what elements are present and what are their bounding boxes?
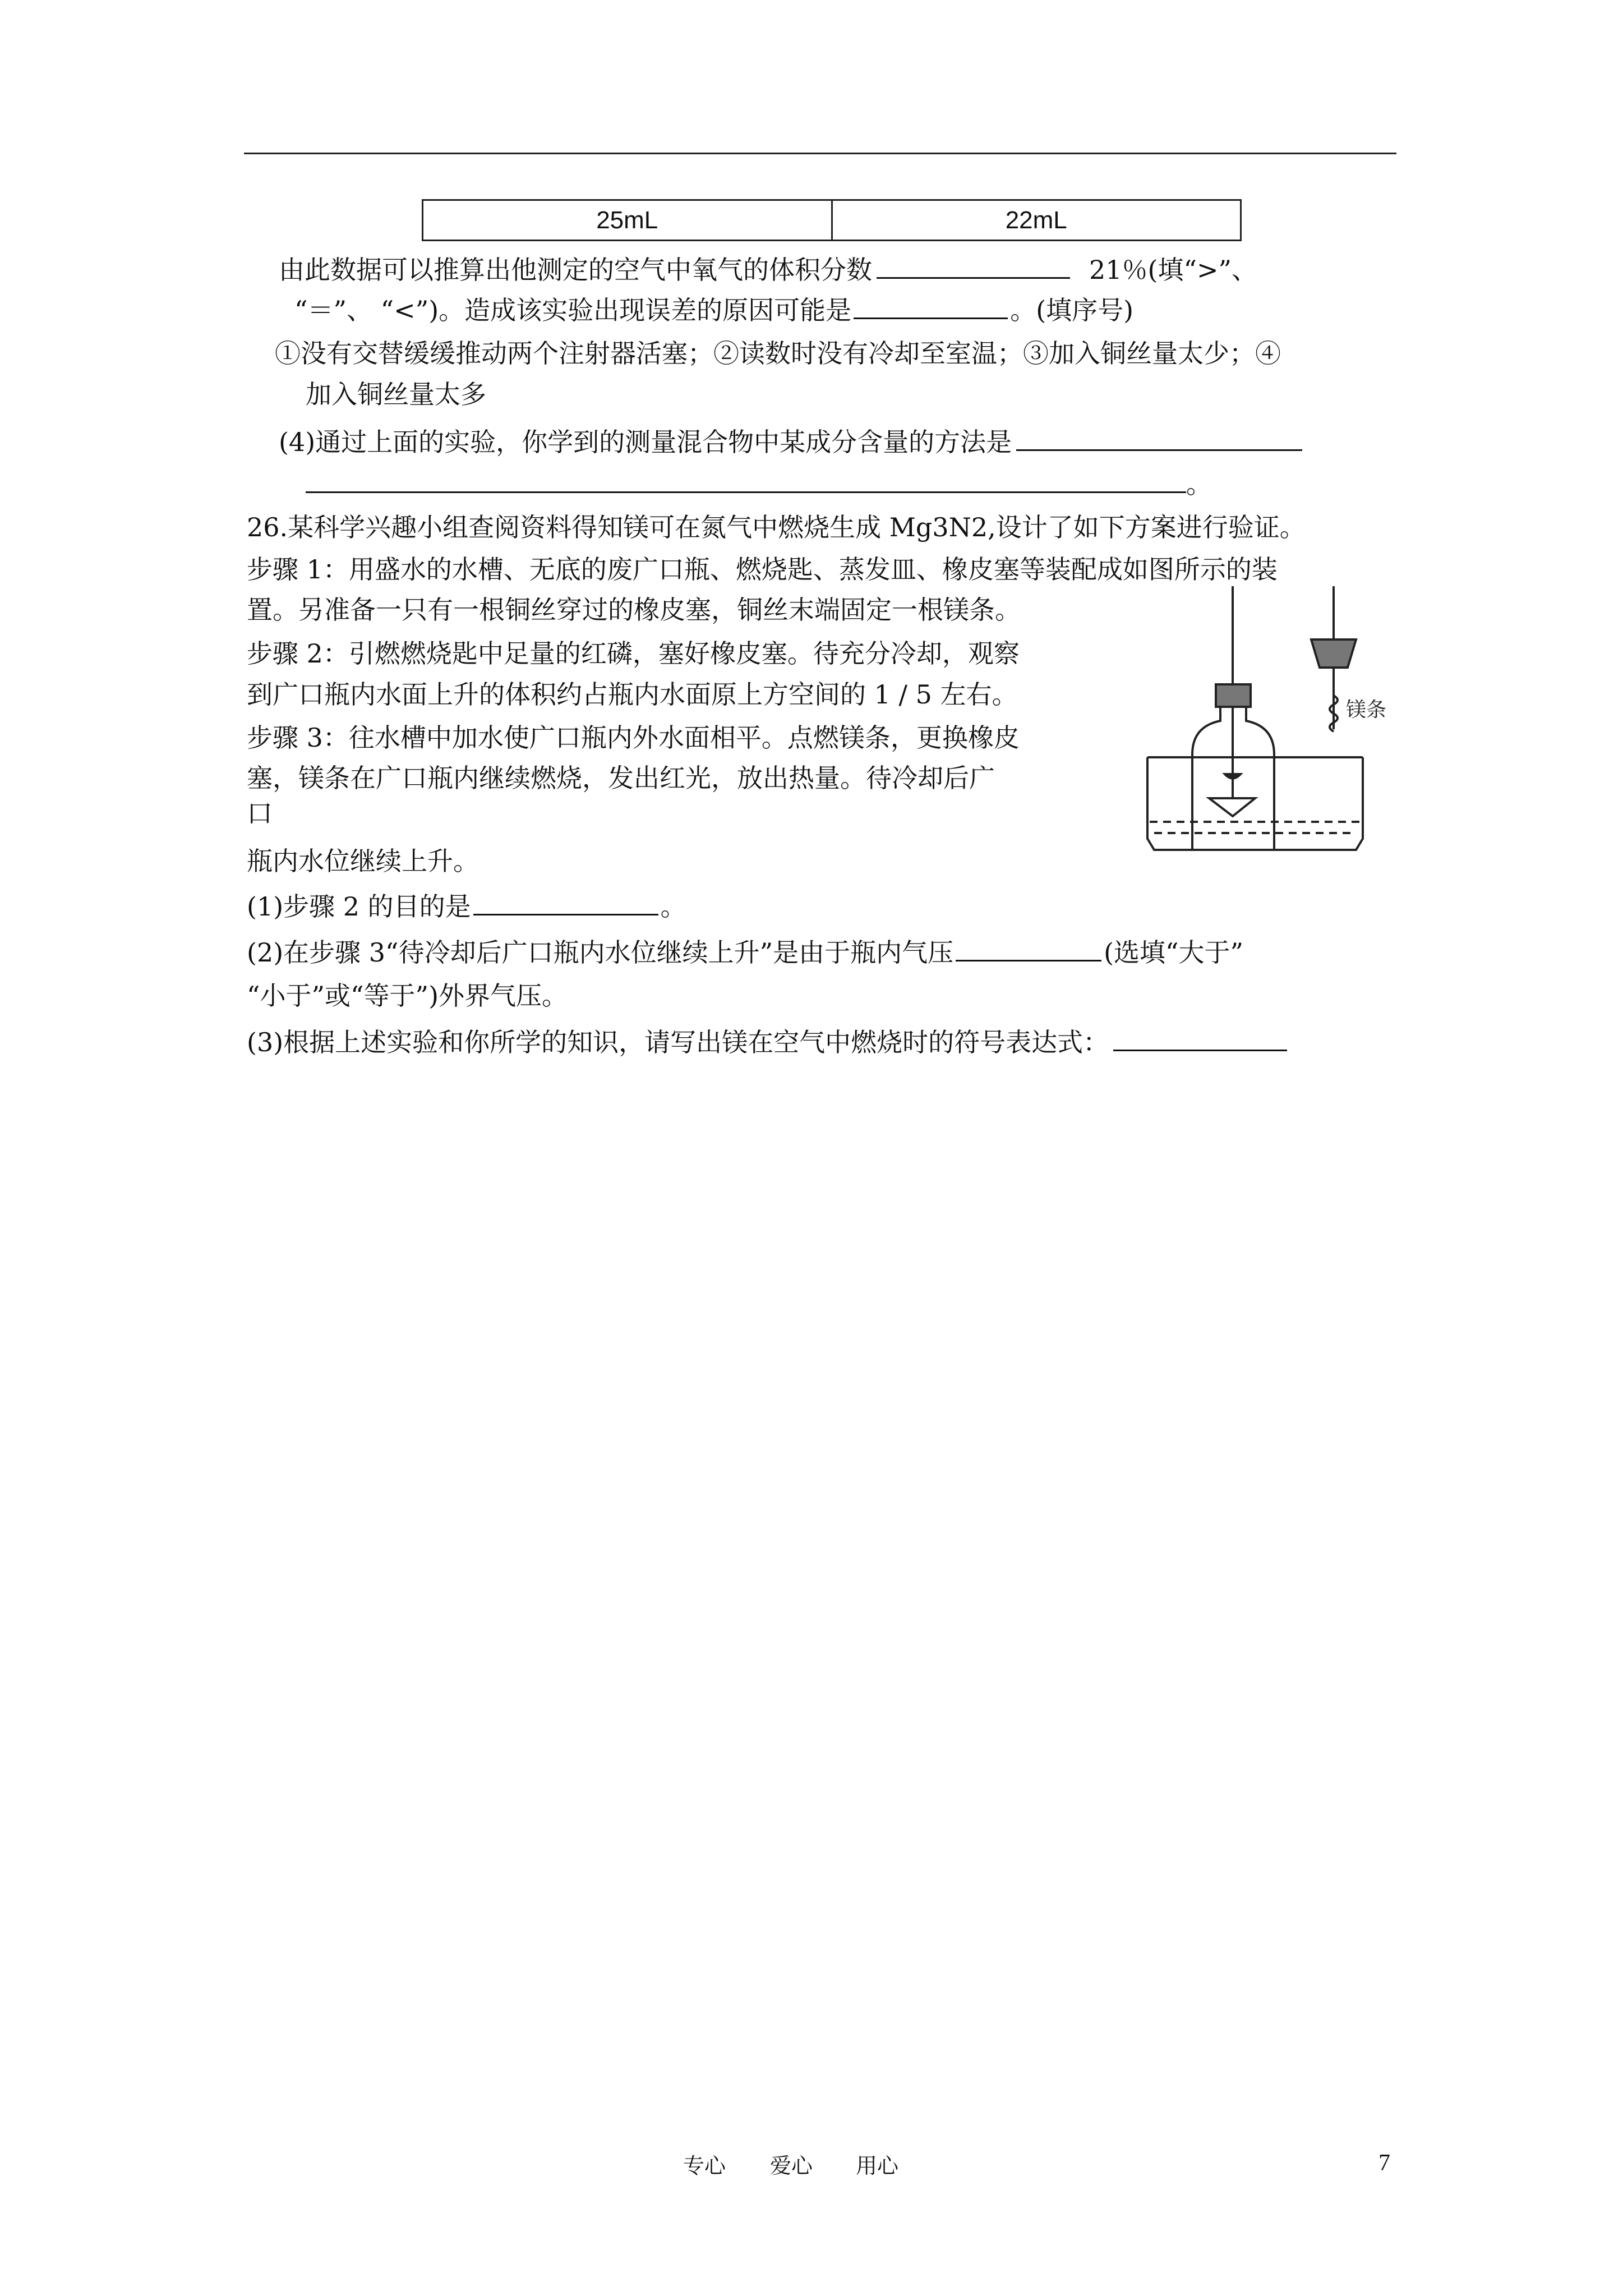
q26-step2-cont: 到广口瓶内水面上升的体积约占瓶内水面原上方空间的 1 / 5 左右。 xyxy=(247,679,1018,710)
q26-intro: 26.某科学兴趣小组查阅资料得知镁可在氮气中燃烧生成 Mg3N2,设计了如下方案进行验证。 xyxy=(247,512,1306,542)
bottle-stopper xyxy=(1216,684,1251,707)
answer-blank[interactable] xyxy=(306,466,1186,493)
q26-step1-cont: 置。另准备一只有一根铜丝穿过的橡皮塞，铜丝末端固定一根镁条。 xyxy=(247,595,1021,625)
q26-step3: 步骤 3：往水槽中加水使广口瓶内外水面相平。点燃镁条，更换橡皮 xyxy=(247,723,1020,753)
table-cell: 25mL xyxy=(423,200,832,241)
page-number: 7 xyxy=(1378,2150,1390,2176)
answer-blank[interactable] xyxy=(1113,1024,1287,1051)
q26-sub3: (3)根据上述实验和你所学的知识，请写出镁在空气中燃烧时的符号表达式： xyxy=(247,1024,1287,1059)
q26-sub2-cont: “小于”或“等于”)外界气压。 xyxy=(247,981,568,1011)
header-rule xyxy=(244,153,1396,154)
footer-motto-3: 用心 xyxy=(856,2154,899,2178)
table-row xyxy=(423,200,1241,241)
answer-blank[interactable] xyxy=(877,251,1070,279)
answer-blank[interactable] xyxy=(473,888,658,915)
q25-options: ①没有交替缓缓推动两个注射器活塞；②读数时没有冷却至室温；③加入铜丝量太少；④ xyxy=(275,338,1281,369)
q26-step3-cont2: 口 xyxy=(247,798,273,829)
footer-motto-1: 专心 xyxy=(683,2154,726,2178)
q26-step3-cont: 塞，镁条在广口瓶内继续燃烧，发出红光，放出热量。待冷却后广 xyxy=(247,763,995,793)
evaporating-dish xyxy=(1209,798,1255,816)
data-table xyxy=(422,199,1242,241)
q25-line-2: “＝”、 “<”)。造成该实验出现误差的原因可能是 。(填序号) xyxy=(294,292,1133,327)
answer-blank[interactable] xyxy=(956,934,1101,961)
q26-step3-cont3: 瓶内水位继续上升。 xyxy=(247,846,479,876)
q25-options-cont: 加入铜丝量太多 xyxy=(306,379,486,409)
figure-label: 镁条 xyxy=(1346,698,1387,721)
q26-sub2: (2)在步骤 3“待冷却后广口瓶内水位继续上升”是由于瓶内气压 (选填“大于” xyxy=(247,934,1243,969)
q25-sub4-cont: 。 xyxy=(306,466,1212,501)
answer-blank[interactable] xyxy=(1016,424,1302,451)
apparatus-figure xyxy=(1143,586,1395,855)
table-cell: 22mL xyxy=(832,200,1241,241)
q26-step2: 步骤 2：引燃燃烧匙中足量的红磷，塞好橡皮塞。待充分冷却，观察 xyxy=(247,638,1020,669)
q26-step1: 步骤 1：用盛水的水槽、无底的废广口瓶、燃烧匙、蒸发皿、橡皮塞等装配成如图所示的装 xyxy=(247,554,1278,585)
q26-sub1: (1)步骤 2 的目的是 。 xyxy=(247,888,686,923)
combustion-spoon xyxy=(1225,774,1241,779)
q25-line-1: 由此数据可以推算出他测定的空气中氧气的体积分数 21％(填“>”、 xyxy=(279,251,1257,287)
water-trough xyxy=(1147,757,1363,850)
rubber-stopper xyxy=(1311,639,1356,668)
footer-motto-2: 爱心 xyxy=(770,2154,813,2178)
q25-sub4: (4)通过上面的实验，你学到的测量混合物中某成分含量的方法是 xyxy=(279,424,1302,459)
answer-blank[interactable] xyxy=(854,292,1008,319)
